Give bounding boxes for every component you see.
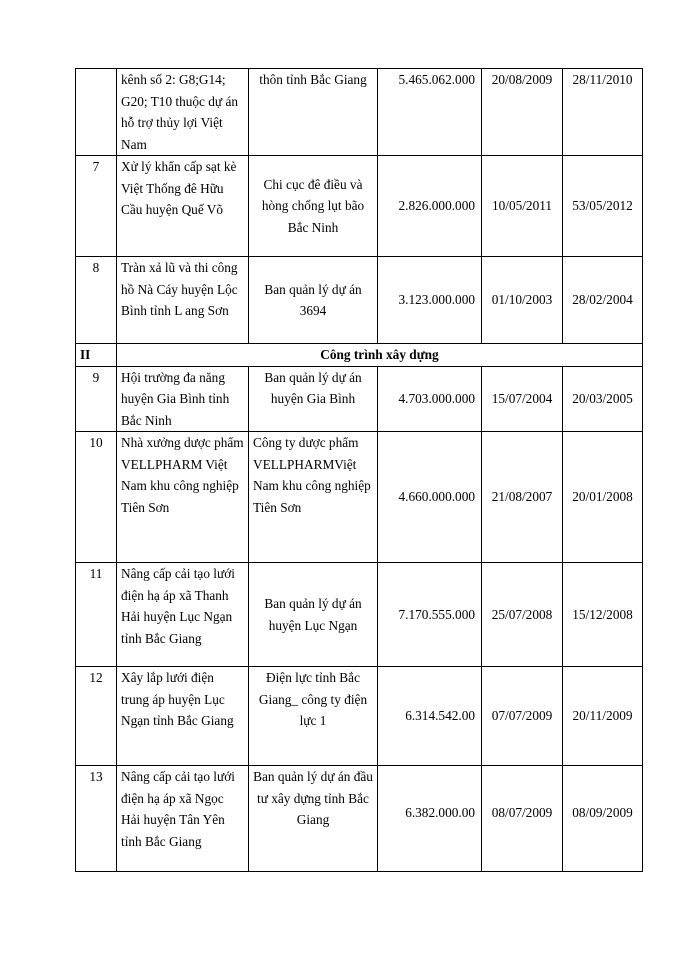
table-row — [76, 366, 643, 432]
row-number: 8 — [76, 257, 117, 344]
start-date: 10/05/2011 — [482, 156, 563, 257]
contract-value: 6.382.000.00 — [378, 766, 482, 872]
row-number: 11 — [76, 563, 117, 667]
contract-value: 7.170.555.000 — [378, 563, 482, 667]
end-date: 20/01/2008 — [563, 432, 643, 563]
project-owner: Ban quản lý dự án huyện Lục Ngạn — [249, 563, 378, 667]
row-number: 13 — [76, 766, 117, 872]
end-date: 20/11/2009 — [563, 667, 643, 766]
section-number: II — [76, 344, 117, 367]
end-date: 08/09/2009 — [563, 766, 643, 872]
project-owner: Công ty dược phẩm VELLPHARMViệt Nam khu công nghiệp Tiên Sơn — [249, 432, 378, 563]
contract-value: 4.660.000.000 — [378, 432, 482, 563]
project-name: kênh số 2: G8;G14; G20; T10 thuộc dự án hỗ trợ thủy lợi Việt Nam — [117, 69, 249, 156]
table-row — [76, 766, 643, 872]
start-date: 08/07/2009 — [482, 766, 563, 872]
project-name: Nâng cấp cải tạo lưới điện hạ áp xã Ngọc Hải huyện Tân Yên tỉnh Bắc Giang — [117, 766, 249, 872]
contract-value: 4.703.000.000 — [378, 366, 482, 432]
contract-value: 2.826.000.000 — [378, 156, 482, 257]
start-date: 25/07/2008 — [482, 563, 563, 667]
contract-value: 6.314.542.00 — [378, 667, 482, 766]
project-name: Hội trường đa năng huyện Gia Bình tỉnh Bắc Ninh — [117, 366, 249, 432]
table-row — [76, 432, 643, 563]
table-row — [76, 257, 643, 344]
contract-value: 5.465.062.000 — [378, 69, 482, 156]
row-number: 9 — [76, 366, 117, 432]
contract-value: 3.123.000.000 — [378, 257, 482, 344]
start-date: 20/08/2009 — [482, 69, 563, 156]
project-name: Xây lắp lưới điện trung áp huyện Lục Ngạn tỉnh Bắc Giang — [117, 667, 249, 766]
project-owner: Ban quản lý dự án huyện Gia Bình — [249, 366, 378, 432]
start-date: 07/07/2009 — [482, 667, 563, 766]
row-number: 12 — [76, 667, 117, 766]
project-name: Xử lý khẩn cấp sạt kè Việt Thống đê Hữu Cầu huyện Quế Võ — [117, 156, 249, 257]
section-row — [76, 344, 643, 367]
project-owner: Chi cục đê điều và hòng chống lụt bão Bắc Ninh — [249, 156, 378, 257]
end-date: 20/03/2005 — [563, 366, 643, 432]
project-owner: Ban quản lý dự án 3694 — [249, 257, 378, 344]
table-row — [76, 667, 643, 766]
project-name: Nâng cấp cải tạo lưới điện hạ áp xã Thanh Hải huyện Lục Ngạn tỉnh Bắc Giang — [117, 563, 249, 667]
project-name: Nhà xưởng dược phẩm VELLPHARM Việt Nam khu công nghiệp Tiên Sơn — [117, 432, 249, 563]
project-owner: Điện lực tỉnh Bắc Giang_ công ty điện lực 1 — [249, 667, 378, 766]
table-row — [76, 563, 643, 667]
end-date: 15/12/2008 — [563, 563, 643, 667]
section-title: Công trình xây dựng — [117, 344, 643, 367]
project-owner: Ban quản lý dự án đầu tư xây dựng tỉnh Bắc Giang — [249, 766, 378, 872]
end-date: 28/02/2004 — [563, 257, 643, 344]
row-number: 7 — [76, 156, 117, 257]
table-row — [76, 156, 643, 257]
start-date: 01/10/2003 — [482, 257, 563, 344]
end-date: 28/11/2010 — [563, 69, 643, 156]
row-number: 10 — [76, 432, 117, 563]
project-table — [75, 68, 643, 872]
start-date: 21/08/2007 — [482, 432, 563, 563]
end-date: 53/05/2012 — [563, 156, 643, 257]
start-date: 15/07/2004 — [482, 366, 563, 432]
project-name: Tràn xả lũ và thi công hồ Nà Cáy huyện Lộc Bình tỉnh L ang Sơn — [117, 257, 249, 344]
table-row — [76, 69, 643, 156]
project-owner: thôn tỉnh Bắc Giang — [249, 69, 378, 156]
row-number — [76, 69, 117, 156]
